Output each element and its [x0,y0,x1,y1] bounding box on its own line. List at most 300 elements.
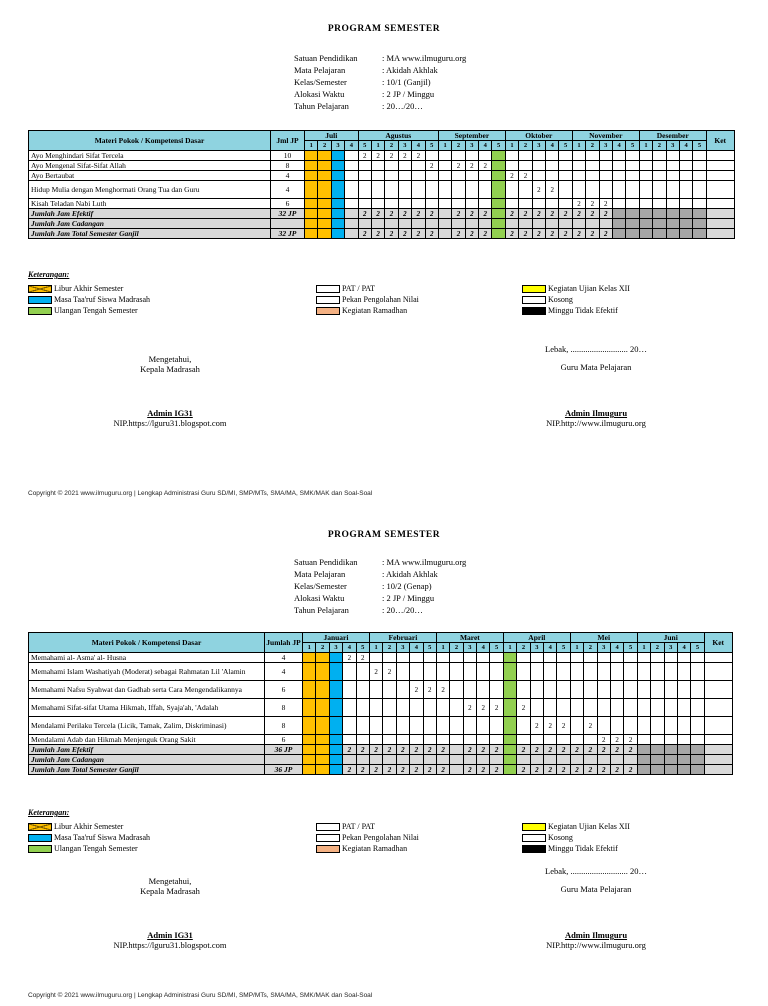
summary-cell: 2 [452,229,465,239]
week-cell: 2 [517,699,530,717]
materi-cell: Memahami Islam Washatiyah (Moderat) sebagai Rahmatan Lil 'Alamin [29,663,265,681]
legend-swatch [522,296,546,304]
summary-cell [345,229,358,239]
week-cell: 2 [423,681,436,699]
week-cell [503,717,516,735]
summary-cell: 2 [530,745,543,755]
summary-cell [532,219,545,229]
week-cell [666,151,679,161]
table-row [29,199,735,209]
week-header: 2 [584,643,597,653]
week-cell [477,663,490,681]
week-cell [677,699,690,717]
summary-cell: 2 [477,765,490,775]
week-header: 2 [450,643,463,653]
summary-cell [331,219,344,229]
summary-label: Jumlah Jam Total Semester Ganjil [29,765,265,775]
week-cell [503,681,516,699]
week-header: 1 [436,643,449,653]
week-cell: 2 [343,653,356,663]
week-cell [492,151,505,161]
summary-cell [305,229,318,239]
info-key: Kelas/Semester [294,77,347,87]
sig-left-nip: NIP.https://lguru31.blogspot.com [113,418,227,428]
week-header: 1 [371,141,384,151]
week-cell [626,181,639,199]
legend-title: Keterangan: [28,808,70,817]
summary-cell: 2 [572,229,585,239]
sig-guru: Guru Mata Pelajaran [560,884,632,894]
info-key: Alokasi Waktu [294,89,345,99]
legend-swatch [316,823,340,831]
summary-cell: 2 [425,229,438,239]
summary-cell: 2 [356,765,369,775]
summary-cell [639,209,652,219]
week-cell [530,681,543,699]
week-cell [666,161,679,171]
summary-cell: 2 [519,209,532,219]
sig-right-top [496,344,696,372]
week-cell [465,171,478,181]
month-header: November [572,131,639,141]
summary-cell: 2 [425,209,438,219]
summary-cell: 2 [519,229,532,239]
week-cell [385,161,398,171]
summary-cell [452,219,465,229]
summary-cell: 2 [383,745,396,755]
week-cell: 2 [412,151,425,161]
week-cell [316,663,329,681]
summary-cell [383,755,396,765]
week-cell [691,663,704,681]
week-cell [584,735,597,745]
summary-cell: 2 [343,745,356,755]
week-cell [570,653,583,663]
summary-cell: 2 [371,229,384,239]
summary-cell: 2 [385,209,398,219]
week-cell [586,181,599,199]
summary-cell: 2 [584,765,597,775]
summary-cell [438,209,451,219]
summary-cell: 2 [505,229,518,239]
summary-cell [438,219,451,229]
week-cell [584,699,597,717]
week-cell [490,663,503,681]
week-cell [517,681,530,699]
week-cell [465,181,478,199]
week-cell [612,151,625,161]
sig-left-nip: NIP.https://lguru31.blogspot.com [113,940,227,950]
week-cell [559,151,572,161]
summary-cell [639,219,652,229]
week-cell [584,681,597,699]
summary-label: Jumlah Jam Efektif [29,209,271,219]
summary-row [29,755,733,765]
week-cell [626,171,639,181]
legend-label: Kegiatan Ujian Kelas XII [548,284,630,293]
week-cell [318,181,331,199]
month-header: September [438,131,505,141]
summary-cell [345,209,358,219]
summary-cell [530,755,543,765]
week-cell [597,717,610,735]
week-cell [693,171,706,181]
week-cell [651,699,664,717]
week-header: 1 [438,141,451,151]
week-header: 1 [570,643,583,653]
materi-cell: Kisah Teladan Nabi Luth [29,199,271,209]
summary-cell [329,745,342,755]
sig-right-top [496,866,696,894]
table-row [29,181,735,199]
summary-cell [653,229,666,239]
week-cell [570,735,583,745]
week-cell [412,181,425,199]
summary-cell: 2 [369,765,382,775]
summary-cell: 2 [463,745,476,755]
summary-cell [358,219,371,229]
week-cell [677,735,690,745]
summary-cell [519,219,532,229]
summary-ket [706,209,734,219]
summary-cell [463,755,476,765]
ket-cell [704,699,732,717]
summary-cell [679,229,692,239]
summary-cell [693,209,706,219]
summary-label: Jumlah Jam Total Semester Ganjil [29,229,271,239]
week-cell [345,161,358,171]
week-header: 5 [626,141,639,151]
jp-cell: 6 [271,199,305,209]
table-row [29,699,733,717]
week-cell [356,681,369,699]
legend-swatch [316,845,340,853]
sig-right-name-text: Admin Ilmuguru [564,930,628,940]
week-cell [369,653,382,663]
week-cell [637,735,650,745]
summary-cell: 2 [490,765,503,775]
week-cell [423,653,436,663]
week-cell [624,699,637,717]
summary-cell: 2 [530,765,543,775]
week-cell: 2 [530,717,543,735]
week-header: 3 [465,141,478,151]
legend-item [522,833,573,842]
week-cell: 2 [371,151,384,161]
legend-item [522,844,618,853]
week-cell [369,717,382,735]
summary-cell [653,209,666,219]
summary-cell [503,745,516,755]
week-cell: 2 [597,735,610,745]
summary-cell [626,209,639,219]
week-cell [517,663,530,681]
month-header: Desember [639,131,706,141]
week-header: 5 [423,643,436,653]
info-row [294,88,466,100]
summary-cell: 2 [490,745,503,755]
legend-label: Libur Akhir Semester [54,284,124,293]
summary-cell: 2 [423,765,436,775]
week-cell [679,151,692,161]
week-cell [637,699,650,717]
summary-cell: 2 [624,765,637,775]
summary-ket [704,765,732,775]
week-header: 1 [369,643,382,653]
summary-ket [704,755,732,765]
summary-cell: 2 [597,745,610,755]
week-cell [599,161,612,171]
week-cell [450,735,463,745]
week-cell [305,151,318,161]
summary-cell [490,755,503,765]
week-header: 2 [651,643,664,653]
week-cell [679,161,692,171]
week-cell [664,663,677,681]
week-header: 3 [597,643,610,653]
week-header: 4 [343,643,356,653]
info-value: : MA www.ilmuguru.org [382,557,467,567]
summary-cell [450,755,463,765]
info-row [294,580,466,592]
week-cell [637,717,650,735]
week-cell [331,199,344,209]
week-cell [465,151,478,161]
week-cell [412,199,425,209]
summary-cell: 2 [398,229,411,239]
week-cell [479,171,492,181]
summary-ket [706,219,734,229]
legend-item [522,284,630,293]
week-cell [329,699,342,717]
week-cell [303,653,316,663]
week-cell [331,171,344,181]
week-cell [305,161,318,171]
week-cell: 2 [383,663,396,681]
week-cell [691,681,704,699]
materi-cell: Memahami Nafsu Syahwat dan Gadhab serta Cara Mengendalikannya [29,681,265,699]
materi-cell: Memahami al- Asma' al- Husna [29,653,265,663]
week-cell [412,171,425,181]
legend-label: PAT / PAT [342,822,376,831]
summary-cell: 2 [610,765,623,775]
month-header: Juni [637,633,704,643]
week-cell [303,699,316,717]
legend-label: Kegiatan Ujian Kelas XII [548,822,630,831]
sig-guru: Guru Mata Pelajaran [560,362,632,372]
summary-jp [271,219,305,229]
jp-cell: 4 [265,653,303,663]
sig-left-top [70,354,270,374]
legend-item [522,822,630,831]
week-cell [544,653,557,663]
info-key: Tahun Pelajaran [294,101,349,111]
summary-cell: 2 [465,229,478,239]
week-cell [653,171,666,181]
month-header: Februari [369,633,436,643]
week-cell [398,199,411,209]
summary-cell [599,219,612,229]
week-cell [546,171,559,181]
week-cell [452,171,465,181]
week-cell [345,151,358,161]
week-cell [546,161,559,171]
summary-jp: 32 JP [271,229,305,239]
week-header: 2 [586,141,599,151]
week-cell [570,717,583,735]
week-cell [505,181,518,199]
week-cell [412,161,425,171]
week-cell: 2 [490,699,503,717]
summary-cell: 2 [586,209,599,219]
week-cell [396,699,409,717]
week-cell [383,735,396,745]
week-header: 5 [358,141,371,151]
week-cell [584,663,597,681]
summary-cell [492,219,505,229]
header-jp: Jml JP [271,131,305,151]
week-cell [664,653,677,663]
info-key: Satuan Pendidikan [294,557,358,567]
week-cell [559,181,572,199]
legend-swatch [28,296,52,304]
summary-jp: 36 JP [265,765,303,775]
week-cell [463,681,476,699]
legend-label: Kegiatan Ramadhan [342,306,408,315]
legend-label: PAT / PAT [342,284,376,293]
week-header: 2 [452,141,465,151]
summary-cell [303,755,316,765]
summary-cell [465,219,478,229]
week-cell [463,653,476,663]
summary-cell [664,755,677,765]
summary-cell: 2 [572,209,585,219]
week-cell [505,199,518,209]
semester-table [28,130,735,239]
summary-cell [597,755,610,765]
header-ket: Ket [704,633,732,653]
summary-ket [706,229,734,239]
week-cell [343,663,356,681]
month-header: Oktober [505,131,572,141]
week-cell [477,717,490,735]
week-cell [345,171,358,181]
week-header: 1 [572,141,585,151]
sig-kepala: Kepala Madrasah [140,886,200,896]
info-key: Mata Pelajaran [294,65,346,75]
week-cell [612,199,625,209]
summary-cell: 2 [383,765,396,775]
summary-cell: 2 [463,765,476,775]
jp-cell: 6 [265,735,303,745]
summary-cell [637,765,650,775]
summary-cell [479,219,492,229]
week-cell: 2 [398,151,411,161]
summary-cell: 2 [396,745,409,755]
week-cell [677,653,690,663]
week-cell: 2 [369,663,382,681]
summary-row [29,745,733,755]
week-cell [425,151,438,161]
week-cell [343,681,356,699]
ket-cell [706,171,734,181]
summary-cell: 2 [517,765,530,775]
summary-cell [316,765,329,775]
week-cell [438,161,451,171]
week-cell [477,735,490,745]
week-cell [693,151,706,161]
summary-cell [503,765,516,775]
info-key: Satuan Pendidikan [294,53,358,63]
summary-cell: 2 [532,229,545,239]
week-cell [666,171,679,181]
summary-cell [666,229,679,239]
week-cell [303,717,316,735]
week-cell [410,663,423,681]
week-cell [383,699,396,717]
week-cell [639,151,652,161]
week-cell [572,181,585,199]
summary-row [29,209,735,219]
week-cell [343,699,356,717]
week-header: 5 [425,141,438,151]
week-cell [396,735,409,745]
sig-mengetahui: Mengetahui, [148,354,192,364]
week-cell [343,717,356,735]
summary-cell [369,755,382,765]
summary-cell: 2 [599,209,612,219]
summary-cell [664,765,677,775]
sig-right-nip: NIP.http://www.ilmuguru.org [546,940,646,950]
legend-swatch [316,285,340,293]
legend-label: Kegiatan Ramadhan [342,844,408,853]
week-cell [532,199,545,209]
week-header: 4 [679,141,692,151]
week-cell [586,151,599,161]
week-cell [530,699,543,717]
summary-cell [691,755,704,765]
week-cell [369,735,382,745]
week-cell [329,717,342,735]
summary-cell [505,219,518,229]
week-cell [503,735,516,745]
week-cell [490,717,503,735]
table-row [29,653,733,663]
week-cell [425,171,438,181]
week-cell [331,161,344,171]
week-header: 4 [612,141,625,151]
week-cell [436,663,449,681]
summary-cell [385,219,398,229]
week-cell [691,699,704,717]
week-cell [410,735,423,745]
table-row [29,681,733,699]
week-header: 4 [544,643,557,653]
summary-ket [704,745,732,755]
summary-row [29,219,735,229]
materi-cell: Mendalami Adab dan Hikmah Menjenguk Orang Sakit [29,735,265,745]
semester-table [28,632,733,775]
legend-label: Masa Taa'ruf Siswa Madrasah [54,833,151,842]
week-header: 4 [410,643,423,653]
legend-item [522,306,618,315]
week-cell [477,681,490,699]
legend-swatch [522,823,546,831]
week-header: 4 [610,643,623,653]
week-cell [519,199,532,209]
summary-cell [626,229,639,239]
summary-cell [343,755,356,765]
